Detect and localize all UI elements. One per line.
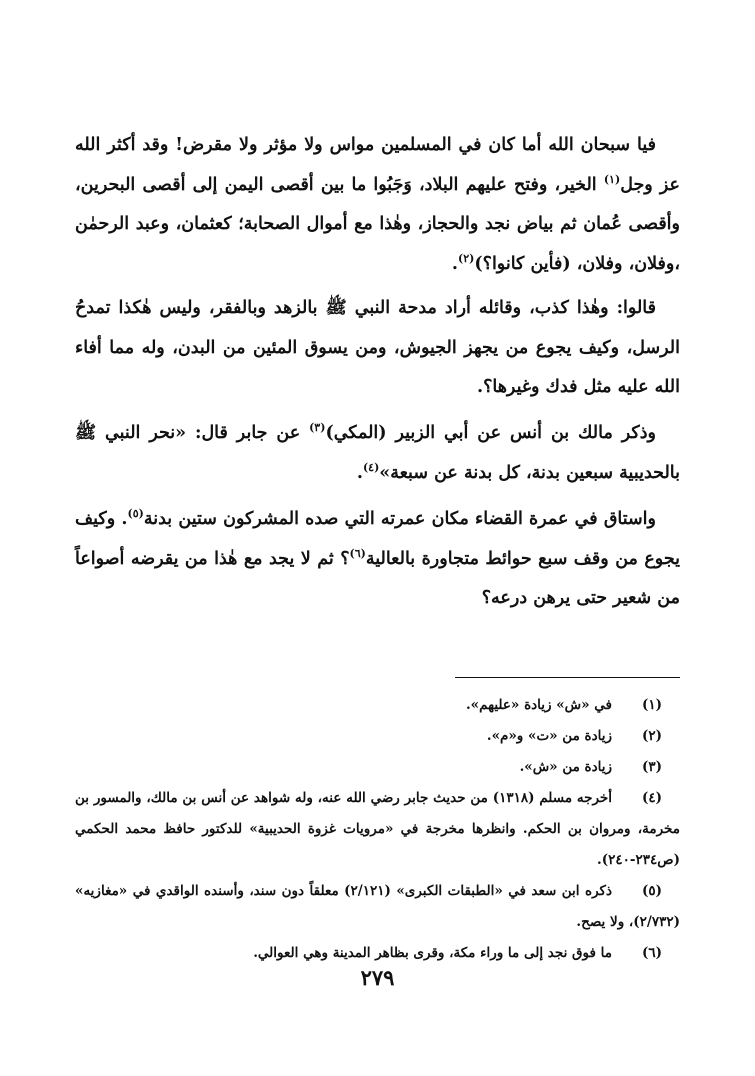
footnote-4 [75, 783, 680, 876]
footnote-number: (٤) [641, 790, 662, 806]
footnote-number: (٥) [641, 883, 662, 899]
footnote-text: زيادة من «ش». [519, 759, 612, 775]
footnotes-section [75, 690, 680, 969]
paragraph-2 [75, 289, 680, 408]
footnote-text: في «ش» زيادة «عليهم». [465, 697, 612, 713]
footnote-marker[interactable]: (٦) [349, 546, 366, 560]
paragraph-segment: عن جابر قال: «نحر النبي ﷺ بالحديبية سبعين بدنة، كل بدنة عن سبعة» [75, 423, 680, 483]
footnote-number: (٣) [641, 759, 662, 775]
footnote-text: زيادة من «ت» و«م». [486, 728, 612, 744]
paragraph-segment: واستاق في عمرة القضاء مكان عمرته التي صده المشركون ستين بدنة [143, 509, 656, 529]
paragraph-text [75, 289, 680, 408]
page-number: ٢٧٩ [360, 965, 395, 990]
footnote-text: ذكره ابن سعد في «الطبقات الكبرى» (٢/١٢١) معلقاً دون سند، وأسنده الواقدي في «مغازيه» (٢/٧٣٢)، ولا يصح. [75, 883, 680, 930]
paragraph-segment: . [451, 253, 459, 274]
paragraph-3 [75, 414, 680, 493]
footnote-number: (٦) [641, 945, 662, 961]
paragraph-segment: . [356, 462, 363, 483]
footnote-5 [75, 876, 680, 938]
paragraph-segment: فيا سبحان الله أما كان في المسلمين مواس ولا مؤثر ولا مقرض! وقد أكثر الله عز وجل [75, 135, 680, 195]
footnote-marker[interactable]: (٤) [362, 460, 380, 474]
footnote-text: أخرجه مسلم (١٣١٨) من حديث جابر رضي الله عنه، وله شواهد عن أنس بن مالك، والمسور بن مخرمة، ومروان بن الحكم. وانظرها مخرجة في «مرويات غزوة الحديبية» للدكتور حافظ محمد الحكمي (ص٢٣٤-٢٤٠). [75, 790, 680, 868]
footnote-3 [75, 752, 680, 783]
footnote-2 [75, 721, 680, 752]
paragraph-text [75, 500, 680, 619]
paragraph-segment: قالوا: وهٰذا كذب، وقائله أراد مدحة النبي ﷺ بالزهد وبالفقر، وليس هٰكذا تمدحُ الرسل، وكيف يجوع من يجهز الجيوش، ومن يسوق المئين من البدن، وله مما أفاء الله عليه مثل فدك وغيرها؟. [75, 298, 680, 397]
paragraph-text [75, 414, 680, 493]
footnote-marker[interactable]: (٢) [458, 251, 475, 265]
paragraph-segment: وذكر مالك بن أنس عن أبي الزبير (المكي) [325, 423, 656, 443]
footnote-1 [75, 690, 680, 721]
paragraph-1 [75, 126, 680, 284]
paragraph-segment: الخير، وفتح عليهم البلاد، وَجَبُوا ما بين أقصى اليمن إلى أقصى البحرين، وأقصى عُمان ثم بياض نجد والحجاز، وهٰذا مع أموال الصحابة؛ كعثمان، وعبد الرحمٰن ،وفلان، وفلان، (فأين كانوا؟) [75, 174, 680, 274]
footnote-marker[interactable]: (٣) [309, 421, 326, 435]
paragraph-4 [75, 500, 680, 619]
paragraph-segment: . وكيف يجوع من وقف سبع حوائط متجاورة بالعالية [75, 509, 681, 569]
paragraph-text [75, 126, 680, 284]
footnote-number: (١) [641, 697, 662, 713]
footnote-separator [455, 677, 680, 678]
footnote-number: (٢) [641, 728, 662, 744]
footnote-marker[interactable]: (١) [603, 172, 621, 186]
footnote-marker[interactable]: (٥) [127, 507, 144, 521]
footnote-text: ما فوق نجد إلى ما وراء مكة، وقرى بظاهر المدينة وهي العوالي. [253, 945, 612, 961]
paragraph-segment: ؟ ثم لا يجد مع هٰذا من يقرضه أصواعاً من شعير حتى يرهن درعه؟ [75, 548, 680, 608]
